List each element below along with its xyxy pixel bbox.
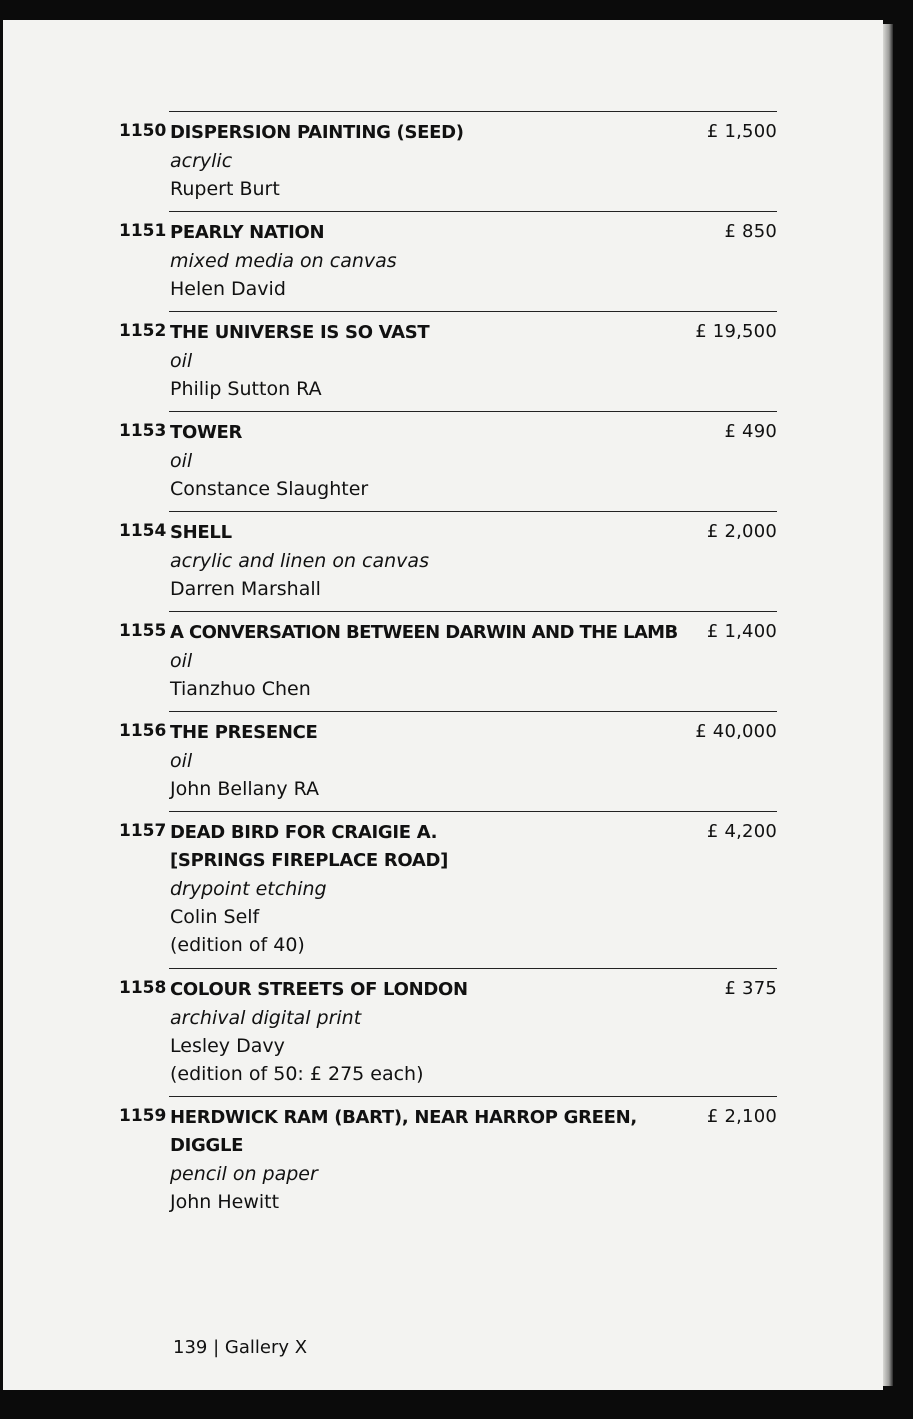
- lot-artist: Darren Marshall: [170, 578, 321, 600]
- lot-artist: Rupert Burt: [170, 178, 280, 200]
- lot-title: THE PRESENCE: [170, 722, 318, 743]
- lot-number: 1158: [119, 978, 167, 998]
- lot-1151: [119, 211, 777, 311]
- lot-1157: [119, 811, 777, 967]
- lot-1153: [119, 411, 777, 511]
- lot-title: PEARLY NATION: [170, 222, 325, 243]
- lot-medium: acrylic: [170, 150, 233, 172]
- lot-1150: [119, 111, 777, 211]
- lot-title: THE UNIVERSE IS SO VAST: [170, 322, 430, 343]
- lot-price: £ 1,400: [706, 621, 777, 642]
- lot-title: COLOUR STREETS OF LONDON: [170, 979, 468, 1000]
- lot-price: £ 850: [724, 221, 777, 242]
- lot-number: 1154: [119, 521, 167, 541]
- lot-medium: oil: [170, 350, 193, 372]
- page-footer: [173, 1337, 307, 1358]
- lot-artist: Lesley Davy: [170, 1035, 285, 1057]
- lot-price: £ 19,500: [695, 321, 777, 342]
- lot-artist: Philip Sutton RA: [170, 378, 322, 400]
- lot-1154: [119, 511, 777, 611]
- lot-number: 1152: [119, 321, 167, 341]
- lot-edition: (edition of 50: £ 275 each): [170, 1063, 424, 1085]
- lot-medium: drypoint etching: [170, 878, 327, 900]
- lot-medium: pencil on paper: [170, 1163, 318, 1185]
- lot-price: £ 490: [724, 421, 777, 442]
- lot-artist: John Bellany RA: [170, 778, 320, 800]
- lot-number: 1156: [119, 721, 167, 741]
- lot-title: DEAD BIRD FOR CRAIGIE A. [SPRINGS FIREPLACE ROAD]: [170, 822, 449, 871]
- lot-title: DISPERSION PAINTING (SEED): [170, 122, 464, 143]
- lot-title: HERDWICK RAM (BART), NEAR HARROP GREEN, DIGGLE: [170, 1107, 637, 1156]
- lot-number: 1155: [119, 621, 167, 641]
- lot-1155: [119, 611, 777, 711]
- lot-title: SHELL: [170, 522, 232, 543]
- lot-1159: [119, 1096, 777, 1237]
- lot-medium: archival digital print: [170, 1007, 362, 1029]
- lot-title: A CONVERSATION BETWEEN DARWIN AND THE LAMB: [170, 622, 678, 643]
- lot-number: 1151: [119, 221, 167, 241]
- lot-artist: Helen David: [170, 278, 286, 300]
- lot-price: £ 2,100: [706, 1106, 777, 1127]
- page-number: 139: [173, 1337, 208, 1358]
- lot-number: 1157: [119, 821, 167, 841]
- lot-1152: [119, 311, 777, 411]
- lot-artist: Colin Self: [170, 906, 260, 928]
- lot-title: TOWER: [170, 422, 243, 443]
- lot-price: £ 2,000: [706, 521, 777, 542]
- lot-1156: [119, 711, 777, 811]
- lot-price: £ 40,000: [695, 721, 777, 742]
- lot-artist: Tianzhuo Chen: [170, 678, 311, 700]
- lot-medium: oil: [170, 650, 193, 672]
- lot-medium: acrylic and linen on canvas: [170, 550, 429, 572]
- lot-medium: oil: [170, 750, 193, 772]
- lot-number: 1150: [119, 121, 167, 141]
- lot-1158: [119, 968, 777, 1096]
- lot-price: £ 1,500: [706, 121, 777, 142]
- lot-number: 1159: [119, 1106, 167, 1126]
- catalogue-page: [3, 20, 883, 1390]
- page-edge: [883, 24, 893, 1386]
- footer-separator: |: [213, 1337, 220, 1358]
- lot-edition: (edition of 40): [170, 934, 305, 956]
- gallery-name: Gallery X: [224, 1337, 308, 1358]
- lot-price: £ 375: [724, 978, 777, 999]
- lot-number: 1153: [119, 421, 167, 441]
- lot-artist: Constance Slaughter: [170, 478, 369, 500]
- lot-artist: John Hewitt: [170, 1191, 280, 1213]
- lot-medium: mixed media on canvas: [170, 250, 397, 272]
- lot-medium: oil: [170, 450, 193, 472]
- lot-price: £ 4,200: [706, 821, 777, 842]
